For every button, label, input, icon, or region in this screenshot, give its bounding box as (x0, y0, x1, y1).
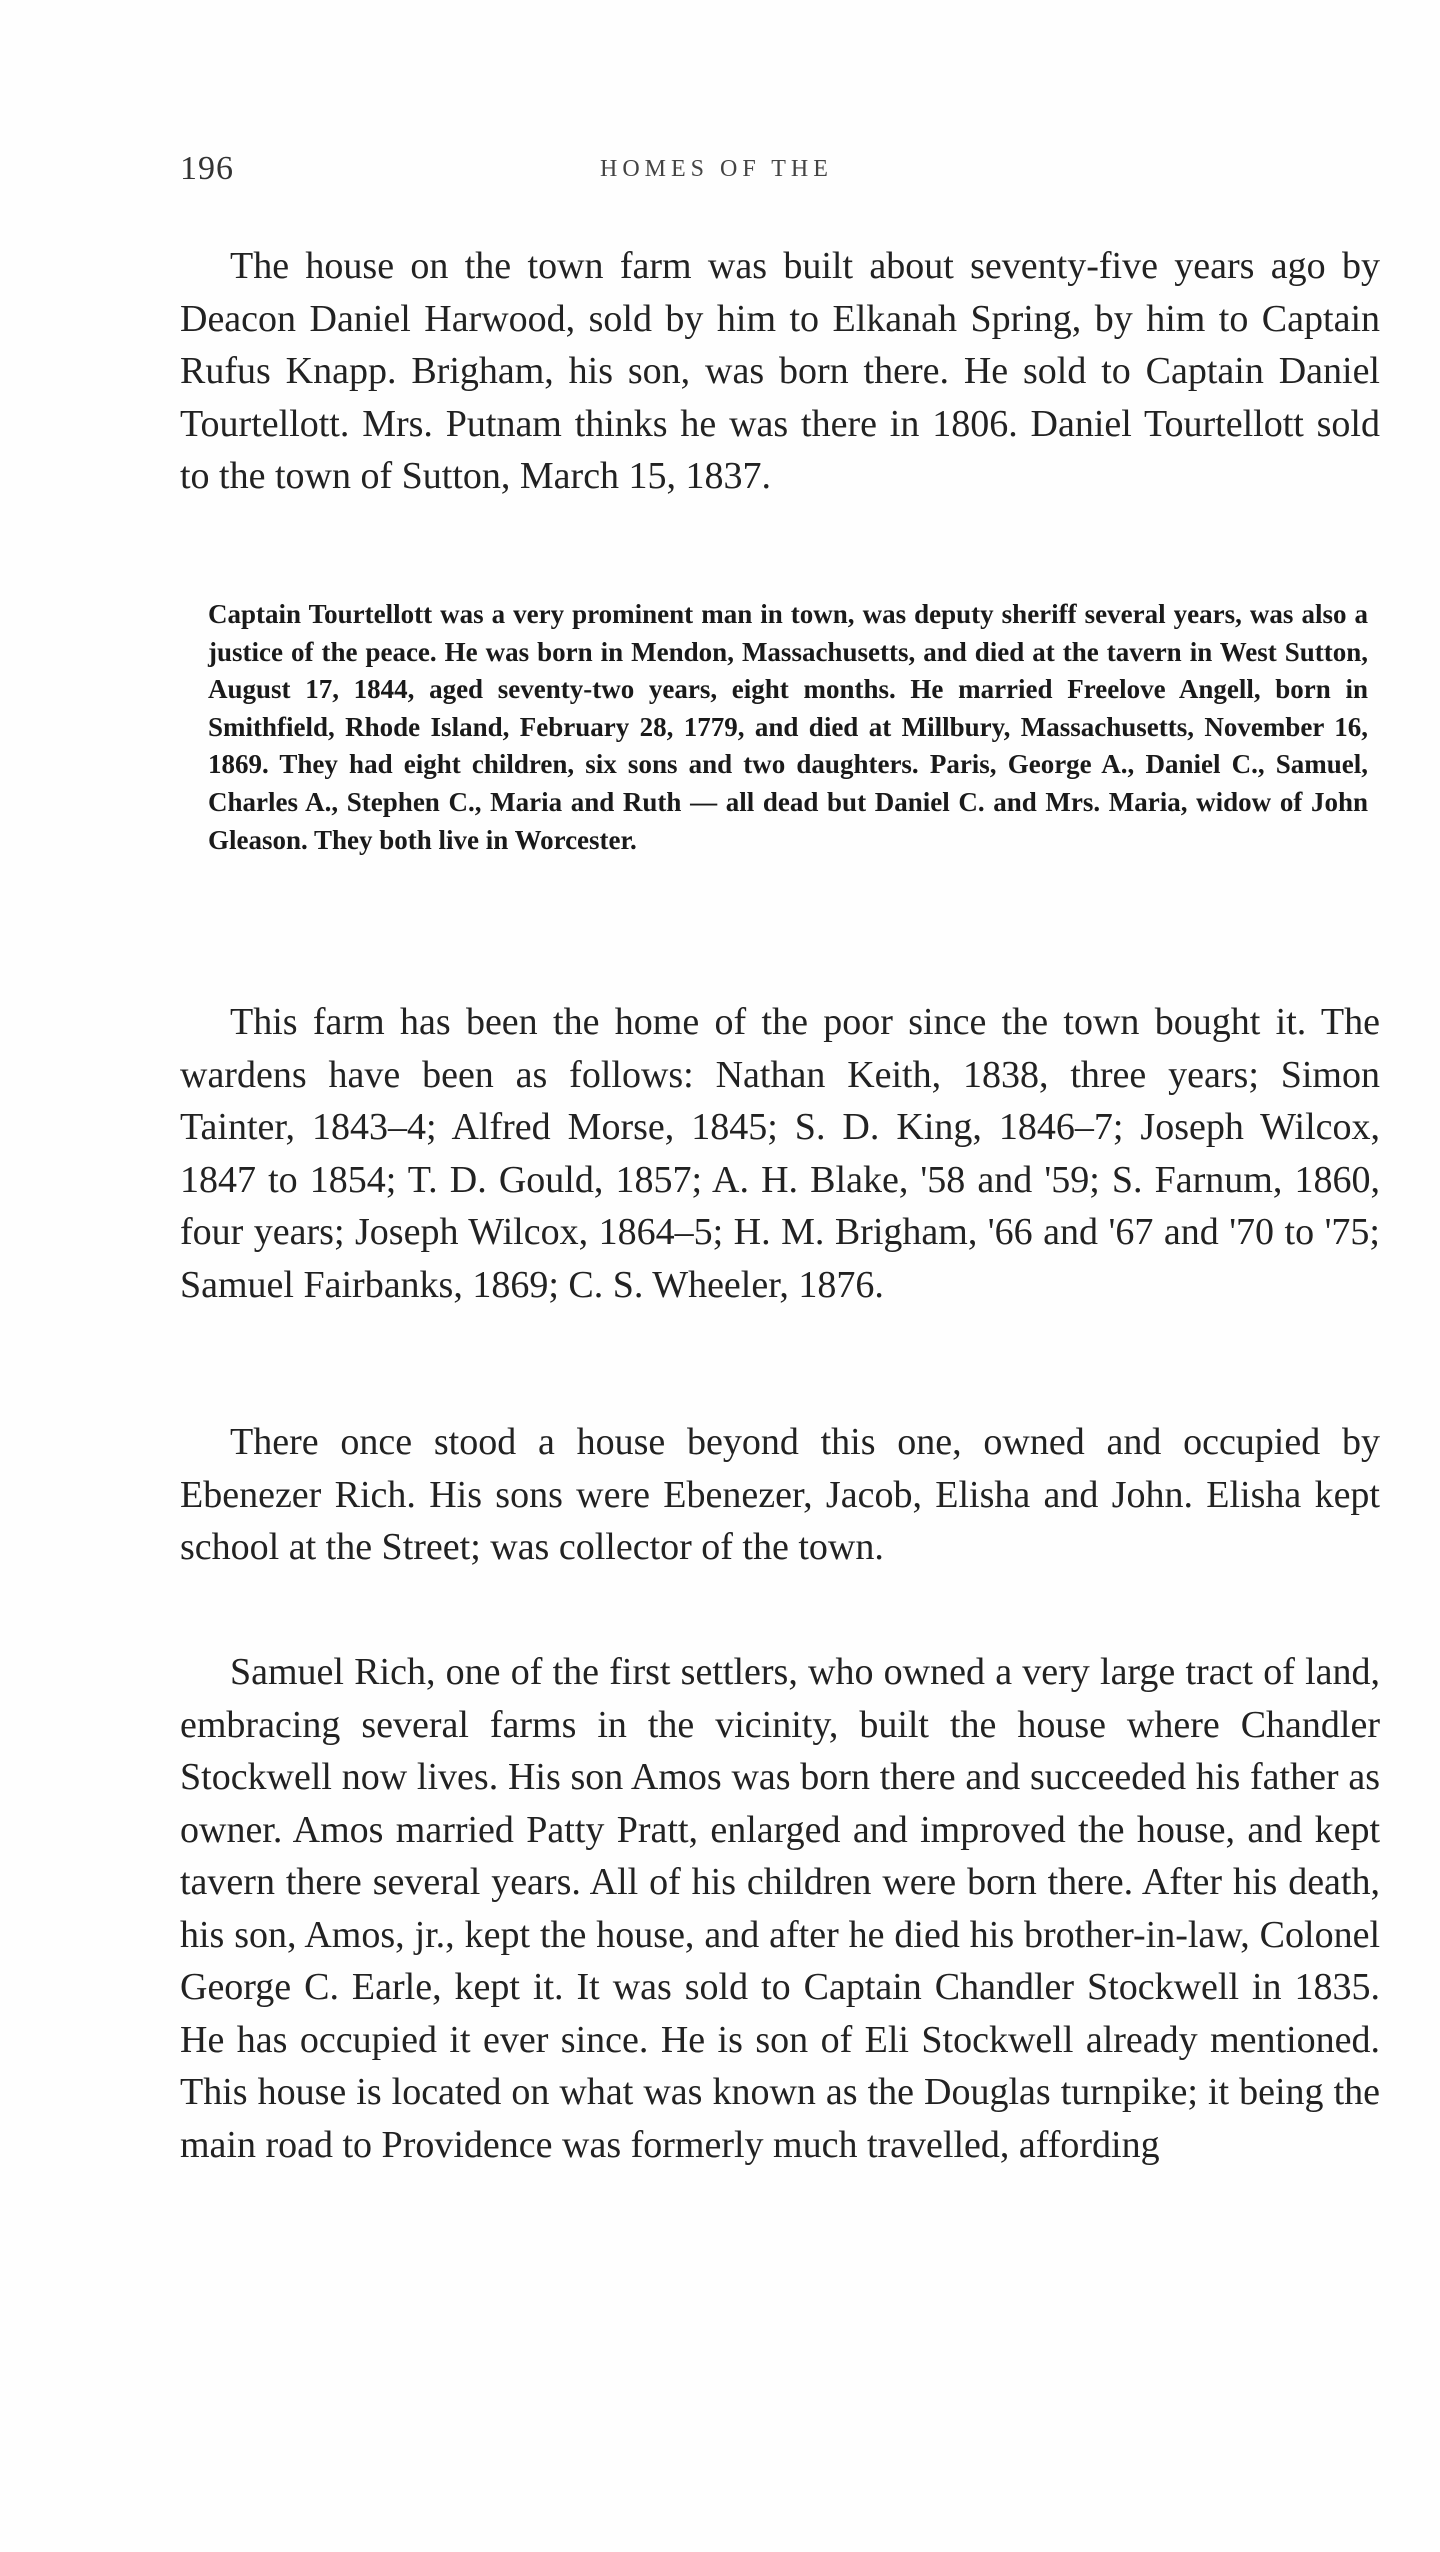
page-number: 196 (180, 150, 234, 187)
paragraph-samuel-rich: Samuel Rich, one of the first settlers, who owned a very large tract of land, embracing several farms in the vicinity, built the house where Chandler Stockwell now lives. His son Amos was born there and succeeded his father as owner. Amos married Patty Pratt, enlarged and improved the house, and kept tavern there several years. All of his children were born there. After his death, his son, Amos, jr., kept the house, and after he died his brother-in-law, Colonel George C. Earle, kept it. It was sold to Captain Chandler Stockwell in 1835. He has occupied it ever since. He is son of Eli Stockwell already mentioned. This house is located on what was known as the Douglas turnpike; it being the main road to Providence was formerly much travelled, affording (180, 1651, 1380, 2166)
paragraph-town-farm-house: The house on the town farm was built about seventy-five years ago by Deacon Daniel Harwood, sold by him to Elkanah Spring, by him to Captain Rufus Knapp. Brigham, his son, was born there. He sold to Captain Daniel Tourtellott. Mrs. Putnam thinks he was there in 1806. Daniel Tourtellott sold to the town of Sutton, March 15, 1837. (180, 245, 1380, 497)
footnote-captain-tourtellott: Captain Tourtellott was a very prominent man in town, was deputy sheriff several years, was also a justice of the peace. He was born in Mendon, Massachusetts, and died at the tavern in West Sutton, August 17, 1844, aged seventy-two years, eight months. He married Freelove Angell, born in Smithfield, Rhode Island, February 28, 1779, and died at Millbury, Massachusetts, November 16, 1869. They had eight children, six sons and two daughters. Paris, George A., Daniel C., Samuel, Charles A., Stephen C., Maria and Ruth — all dead but Daniel C. and Mrs. Maria, widow of John Gleason. They both live in Worcester. (208, 599, 1368, 855)
running-head: HOMES OF THE (600, 156, 833, 182)
paragraph-wardens: This farm has been the home of the poor since the town bought it. The wardens have been as follows: Nathan Keith, 1838, three years; Simon Tainter, 1843–4; Alfred Morse, 1845; S. D. King, 1846–7; Joseph Wilcox, 1847 to 1854; T. D. Gould, 1857; A. H. Blake, '58 and '59; S. Farnum, 1860, four years; Joseph Wilcox, 1864–5; H. M. Brigham, '66 and '67 and '70 to '75; Samuel Fairbanks, 1869; C. S. Wheeler, 1876. (180, 1001, 1380, 1306)
page-header (180, 150, 1380, 190)
paragraph-ebenezer-rich: There once stood a house beyond this one, owned and occupied by Ebenezer Rich. His sons were Ebenezer, Jacob, Elisha and John. Elisha kept school at the Street; was collector of the town. (180, 1421, 1380, 1568)
